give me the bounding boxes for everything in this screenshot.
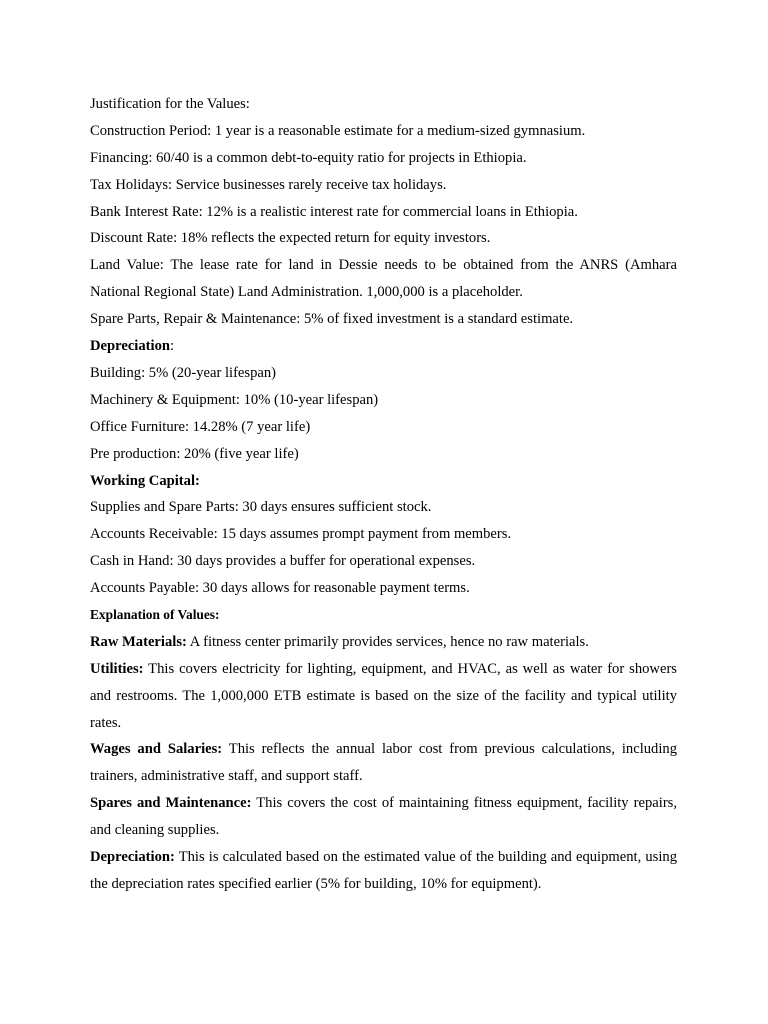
explanation-paragraph xyxy=(90,629,677,656)
tax-holidays-line: Tax Holidays: Service businesses rarely receive tax holidays. xyxy=(90,176,447,193)
explanation-text: This covers the cost of maintaining fitness equipment, facility repairs, and cleaning supplies. xyxy=(90,795,678,839)
explanation-paragraph xyxy=(90,790,677,844)
explanation-term: Wages and Salaries: xyxy=(90,741,223,758)
financing-line: Financing: 60/40 is a common debt-to-equity ratio for projects in Ethiopia. xyxy=(90,149,527,166)
explanation-term: Raw Materials: xyxy=(90,633,187,650)
discount-rate-line: Discount Rate: 18% reflects the expected return for equity investors. xyxy=(90,230,491,247)
explanation-text: A fitness center primarily provides services, hence no raw materials. xyxy=(186,633,589,650)
depreciation-heading-colon: : xyxy=(169,338,175,355)
intro-heading: Justification for the Values: xyxy=(90,96,250,112)
explanation-text: This reflects the annual labor cost from previous calculations, including trainers, administrative staff, and support staff. xyxy=(90,741,677,785)
working-capital-item: Supplies and Spare Parts: 30 days ensures sufficient stock. xyxy=(90,499,432,516)
depreciation-item: Building: 5% (20-year lifespan) xyxy=(90,364,277,381)
explanation-heading: Explanation of Values: xyxy=(90,606,220,622)
bank-interest-line: Bank Interest Rate: 12% is a realistic interest rate for commercial loans in Ethiopia. xyxy=(90,203,578,220)
spare-parts-line: Spare Parts, Repair & Maintenance: 5% of fixed investment is a standard estimate. xyxy=(90,311,574,328)
working-capital-heading-text: Working Capital: xyxy=(90,472,200,489)
explanation-term: Depreciation: xyxy=(90,849,175,866)
depreciation-heading-text: Depreciation xyxy=(90,338,170,355)
working-capital-item: Accounts Receivable: 15 days assumes prompt payment from members. xyxy=(90,526,512,543)
explanation-term: Spares and Maintenance: xyxy=(90,795,252,812)
construction-period-line: Construction Period: 1 year is a reasonable estimate for a medium-sized gymnasium. xyxy=(90,122,586,139)
explanation-text: This covers electricity for lighting, equipment, and HVAC, as well as water for showers and restrooms. The 1,000,000 ETB estimate is based on the size of the facility and typical utility rates. xyxy=(90,660,677,731)
working-capital-item: Accounts Payable: 30 days allows for reasonable payment terms. xyxy=(90,580,470,597)
land-value-paragraph: Land Value: The lease rate for land in Dessie needs to be obtained from the ANRS (Amhara National Regional State) Land Administration. 1,000,000 is a placeholder. xyxy=(90,257,677,301)
working-capital-item: Cash in Hand: 30 days provides a buffer for operational expenses. xyxy=(90,553,476,570)
working-capital-heading xyxy=(90,468,677,495)
depreciation-item: Machinery & Equipment: 10% (10-year lifespan) xyxy=(90,391,379,408)
explanation-paragraph xyxy=(90,656,677,737)
depreciation-item: Pre production: 20% (five year life) xyxy=(90,445,299,462)
document-page xyxy=(90,91,677,898)
depreciation-heading xyxy=(90,333,677,360)
explanation-term: Utilities: xyxy=(90,660,144,677)
explanation-paragraph xyxy=(90,844,677,898)
explanation-paragraph xyxy=(90,736,677,790)
depreciation-item: Office Furniture: 14.28% (7 year life) xyxy=(90,418,311,435)
explanation-text: This is calculated based on the estimated value of the building and equipment, using the depreciation rates specified earlier (5% for building, 10% for equipment). xyxy=(90,849,677,892)
